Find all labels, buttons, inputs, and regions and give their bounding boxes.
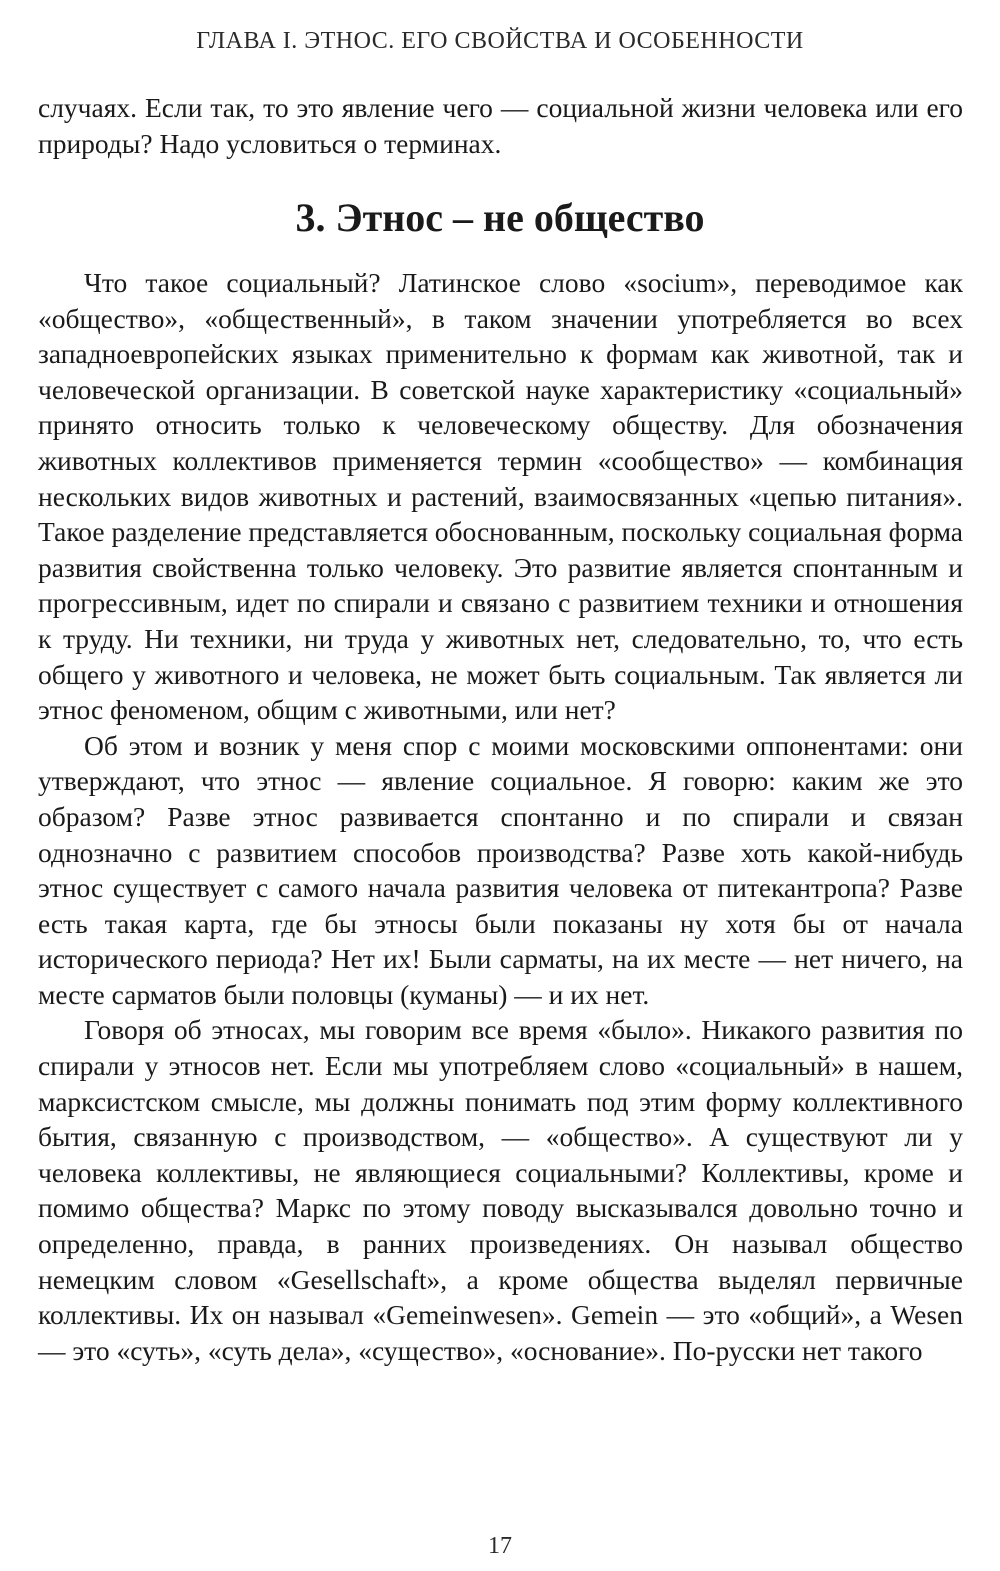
opening-text <box>38 90 963 161</box>
running-head: ГЛАВА I. ЭТНОС. ЕГО СВОЙСТВА И ОСОБЕННОСТИ <box>196 28 804 54</box>
section-title: 3. Этнос – не общество <box>295 195 705 240</box>
opening-paragraph: случаях. Если так, то это явление чего — социальной жизни человека или его природы? Надо условиться о терминах. <box>38 92 963 159</box>
paragraph: Что такое социальный? Латинское слово «socium», переводимое как «общество», «общественный», в таком значении употребляется во всех западноевропейских языках применительно к формам как животной, так и человеческой организации. В советской науке характеристику «социальный» принято относить только к человеческому обществу. Для обозначения животных коллективов применяется термин «сообщество» — комбинация нескольких видов животных и растений, взаимосвязанных «цепью питания». Такое разделение представляется обоснованным, поскольку социальная форма развития свойственна только человеку. Это развитие является спонтанным и прогрессивным, идет по спирали и связано с развитием техники и отношения к труду. Ни техники, ни труда у животных нет, следовательно, то, что есть общего у животного и человека, не может быть социальным. Так является ли этнос феноменом, общим с животными, или нет? <box>38 267 963 726</box>
paragraph: Об этом и возник у меня спор с моими московскими оппонентами: они утверждают, что этнос — явление социальное. Я говорю: каким же это образом? Разве этнос развивается спонтанно и по спирали и связан однозначно с развитием способов производства? Разве хоть какой-нибудь этнос существует с самого начала развития человека от питекантропа? Разве есть такая карта, где бы этносы были показаны ну хотя бы от начала исторического периода? Нет их! Были сарматы, на их месте — нет ничего, на месте сарматов были половцы (куманы) — и их нет. <box>38 729 963 1010</box>
paragraph: Говоря об этносах, мы говорим все время «было». Никакого развития по спирали у этносов нет. Если мы употребляем слово «социальный» в нашем, марксистском смысле, мы должны понимать под этим форму коллективного бытия, связанную с производством, — «общество». А существуют ли у человека коллективы, не являющиеся социальными? Коллективы, кроме и помимо общества? Маркс по этому поводу высказывался довольно точно и определенно, правда, в ранних произведениях. Он называл общество немецким словом «Gesellschaft», а кроме общества выделял первичные коллективы. Их он называл «Gemeinwesen». Gemein — это «общий», а Wesen — это «суть», «суть дела», «существо», «основание». По-русски нет такого <box>38 1014 963 1366</box>
page-number: 17 <box>488 1533 512 1559</box>
section-body <box>38 265 963 1368</box>
